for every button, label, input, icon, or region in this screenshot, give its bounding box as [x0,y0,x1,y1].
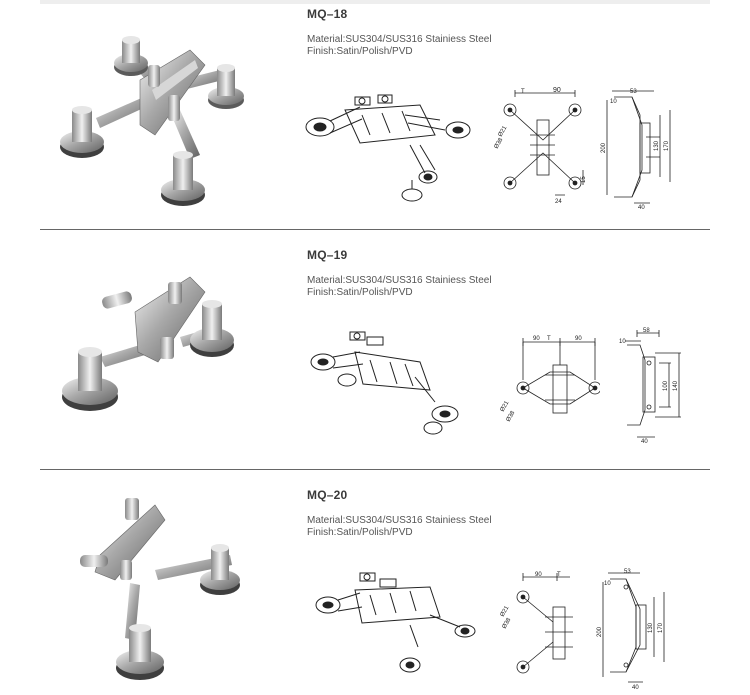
dim-label: 40 [638,205,645,211]
side-dimension-labels [598,567,678,692]
product-finish: Finish:Satin/Polish/PVD [307,46,413,57]
dim-label: Ø38 [493,137,505,150]
product-photo [40,10,290,225]
dim-label: 170 [664,140,670,151]
product-material: Material:SUS304/SUS316 Stainiess Steel [307,34,492,45]
dim-label: 130 [648,622,654,633]
dim-label: 90 [553,87,561,94]
dim-label: T [557,572,561,578]
dim-label: 100 [663,380,669,391]
exploded-view-drawing [305,322,485,442]
exploded-view-drawing [300,565,480,685]
dim-label: 200 [601,142,607,153]
product-model-title: MQ–19 [307,248,348,262]
front-dimension-labels [495,85,590,205]
dim-label: 10 [619,339,626,345]
product-photo [40,242,290,457]
dim-label: Ø21 [499,605,511,618]
dim-label: Ø38 [501,617,513,630]
dim-label: 40 [632,685,639,691]
product-mq18 [0,0,750,230]
dim-label: 40 [641,439,648,445]
product-photo [40,480,290,695]
product-material: Material:SUS304/SUS316 Stainiess Steel [307,275,492,286]
dim-label: Ø21 [499,400,511,413]
dim-label: 130 [654,140,660,151]
dim-label: T [547,336,551,342]
side-dimension-labels [615,325,695,450]
exploded-view-drawing [300,85,480,205]
dim-label: 53 [630,89,637,95]
dim-label: T [521,89,525,95]
dim-label: 90 [575,336,582,342]
product-mq19 [0,230,750,470]
product-finish-material: Material:SUS304/SUS316 Stainiess Steel [307,515,492,526]
dim-label: Ø21 [497,125,509,138]
product-model-title: MQ–18 [307,7,348,21]
dim-label: 58 [643,328,650,334]
product-finish: Finish:Satin/Polish/PVD [307,527,413,538]
dim-label: 90 [535,572,542,578]
dim-label: 90 [533,336,540,342]
dim-label: 53 [624,569,631,575]
dim-label: 10 [610,99,617,105]
dim-label: 140 [673,380,679,391]
product-model-title: MQ–20 [307,488,348,502]
dim-label: 200 [597,626,603,637]
product-mq20 [0,470,750,691]
front-dimension-labels [499,330,600,450]
product-finish: Finish:Satin/Polish/PVD [307,287,413,298]
dim-label: 170 [658,622,664,633]
dim-label: 24 [555,199,562,205]
side-dimension-labels [602,85,682,210]
dim-label: Ø38 [505,410,517,423]
dim-label: 15 [581,176,587,183]
dim-label: 10 [604,581,611,587]
front-dimension-labels [495,567,590,687]
